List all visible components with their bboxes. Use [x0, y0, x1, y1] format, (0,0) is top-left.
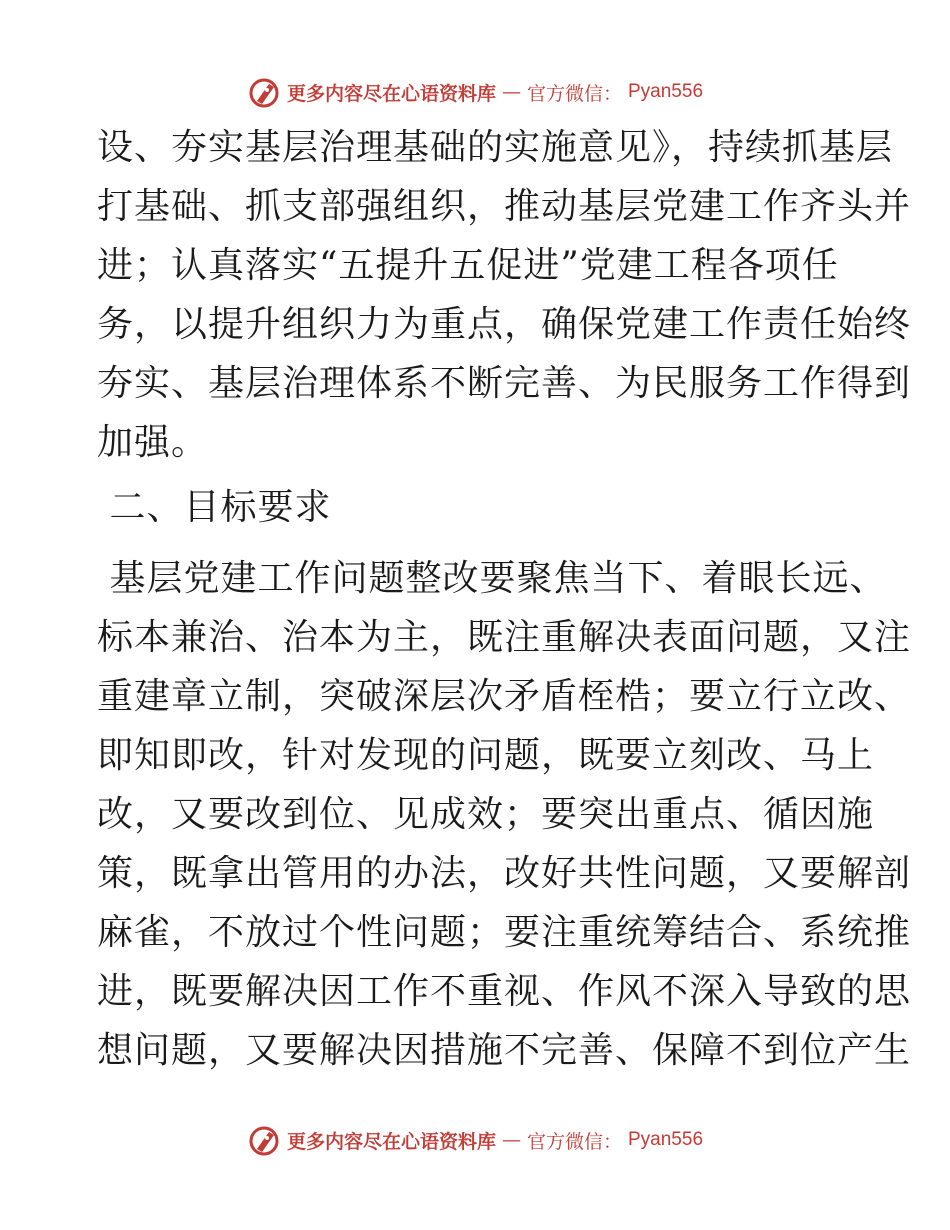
- document-body: [97, 118, 912, 1080]
- watermark-brand: 更多内容尽在心语资料库: [286, 1130, 496, 1153]
- text-line: 重建章立制，突破深层次矛盾桎梏；要立行立改、: [97, 676, 912, 717]
- paragraph-2: [97, 549, 912, 1080]
- text-line: 务，以提升组织力为重点，确保党建工作责任始终: [97, 304, 912, 345]
- header-watermark: [0, 72, 950, 112]
- text-line: 基层党建工作问题整改要聚焦当下、着眼长远、: [97, 558, 887, 599]
- watermark-dash: —: [501, 1129, 521, 1151]
- text-line: 标本兼治、治本为主，既注重解决表面问题，又注: [97, 617, 912, 658]
- text-line: 即知即改，针对发现的问题，既要立刻改、马上: [97, 735, 875, 776]
- watermark-contact-label: 官方微信：: [526, 82, 622, 105]
- watermark-dash: —: [501, 81, 521, 103]
- text-line: 策，既拿出管用的办法，改好共性问题，又要解剖: [97, 853, 912, 894]
- text-line: 夯实、基层治理体系不断完善、为民服务工作得到: [97, 363, 912, 404]
- section-heading: 二、目标要求: [97, 487, 332, 528]
- text-line: 打基础、抓支部强组织，推动基层党建工作齐头并: [97, 186, 912, 227]
- footer-watermark: [0, 1120, 950, 1160]
- watermark-brand: 更多内容尽在心语资料库: [286, 82, 496, 105]
- pen-nib-circle-icon: [247, 75, 281, 109]
- text-line: 改，又要改到位、见成效；要突出重点、循因施: [97, 794, 875, 835]
- text-line: 设、夯实基层治理基础的实施意见》，持续抓基层: [97, 127, 894, 168]
- text-line: 麻雀，不放过个性问题；要注重统筹结合、系统推: [97, 912, 912, 953]
- text-line: 加强。: [97, 422, 209, 463]
- text-line: 进；认真落实“五提升五促进”党建工程各项任: [97, 245, 839, 286]
- pen-nib-circle-icon: [247, 1123, 281, 1157]
- watermark-contact-id: Pyan556: [628, 1129, 704, 1150]
- text-line: 进，既要解决因工作不重视、作风不深入导致的思: [97, 971, 912, 1012]
- watermark-contact-id: Pyan556: [628, 81, 704, 102]
- watermark-contact-label: 官方微信：: [526, 1130, 622, 1153]
- paragraph-1: [97, 118, 912, 472]
- text-line: 想问题，又要解决因措施不完善、保障不到位产生: [97, 1030, 912, 1071]
